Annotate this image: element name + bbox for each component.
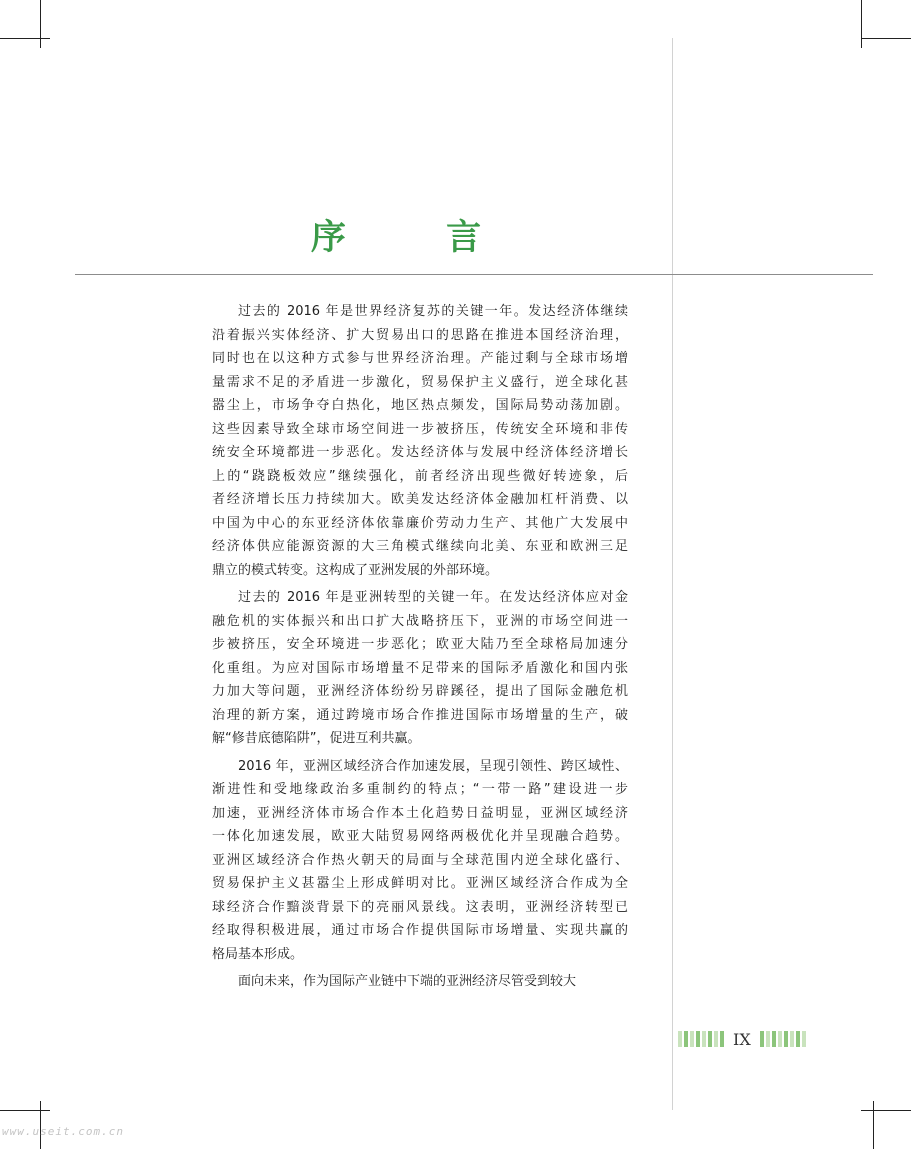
text-line: 统安全环境都进一步恶化。发达经济体与发展中经济体经济增长: [212, 445, 628, 460]
decorative-bars-left: [678, 1031, 724, 1047]
text-line: 过去的 2016 年是亚洲转型的关键一年。在发达经济体应对金: [238, 590, 628, 605]
page-footer: [678, 1031, 806, 1047]
decorative-bar: [708, 1031, 712, 1047]
decorative-bar: [766, 1031, 770, 1047]
decorative-bar: [760, 1031, 764, 1047]
text-line: 同时也在以这种方式参与世界经济治理。产能过剩与全球市场增: [212, 351, 628, 366]
paragraph: [212, 586, 628, 751]
decorative-bar: [714, 1031, 718, 1047]
decorative-bar: [696, 1031, 700, 1047]
decorative-bar: [778, 1031, 782, 1047]
text-line: 贸易保护主义甚嚣尘上形成鲜明对比。亚洲区域经济合作成为全: [212, 876, 628, 891]
paragraph: [212, 970, 628, 994]
decorative-bar: [690, 1031, 694, 1047]
text-line: 经取得积极进展，通过市场合作提供国际市场增量、实现共赢的: [212, 923, 628, 938]
text-line: 过去的 2016 年是世界经济复苏的关键一年。发达经济体继续: [238, 304, 628, 319]
watermark: www.useit.com.cn: [2, 1125, 124, 1138]
text-line: 鼎立的模式转变。这构成了亚洲发展的外部环境。: [212, 562, 499, 578]
text-line: 嚣尘上，市场争夺白热化，地区热点频发，国际局势动荡加剧。: [212, 398, 628, 413]
text-line: 亚洲区域经济合作热火朝天的局面与全球范围内逆全球化盛行、: [212, 852, 628, 868]
text-line: 一体化加速发展，欧亚大陆贸易网络两极优化并呈现融合趋势。: [212, 829, 628, 844]
text-line: 面向未来，作为国际产业链中下端的亚洲经济尽管受到较大: [238, 974, 577, 989]
text-line: 格局基本形成。: [212, 946, 304, 962]
text-line: 中国为中心的东亚经济体依靠廉价劳动力生产、其他广大发展中: [212, 515, 628, 531]
margin-divider: [672, 38, 673, 1110]
text-line: 2016 年，亚洲区域经济合作加速发展，呈现引领性、跨区域性、: [238, 758, 628, 774]
text-line: 步被挤压，安全环境进一步恶化；欧亚大陆乃至全球格局加速分: [212, 637, 628, 652]
text-line: 融危机的实体振兴和出口扩大战略挤压下，亚洲的市场空间进一: [212, 613, 628, 629]
page-number: IX: [733, 1029, 751, 1049]
text-line: 治理的新方案，通过跨境市场合作推进国际市场增量的生产，破: [212, 707, 628, 723]
decorative-bar: [802, 1031, 806, 1047]
text-line: 量需求不足的矛盾进一步激化，贸易保护主义盛行，逆全球化甚: [212, 374, 628, 390]
decorative-bar: [702, 1031, 706, 1047]
text-line: 这些因素导致全球市场空间进一步被挤压，传统安全环境和非传: [212, 421, 628, 437]
decorative-bar: [772, 1031, 776, 1047]
paragraph: [212, 300, 628, 582]
text-line: 沿着振兴实体经济、扩大贸易出口的思路在推进本国经济治理，: [212, 327, 628, 343]
decorative-bar: [684, 1031, 688, 1047]
decorative-bar: [790, 1031, 794, 1047]
page-title: 序 言: [310, 217, 526, 258]
decorative-bar: [796, 1031, 800, 1047]
body-text: [212, 300, 628, 998]
text-line: 加速，亚洲经济体市场合作本土化趋势日益明显，亚洲区域经济: [212, 805, 628, 821]
text-line: 化重组。为应对国际市场增量不足带来的国际矛盾激化和国内张: [212, 660, 628, 676]
title-rule: [75, 274, 873, 275]
decorative-bar: [720, 1031, 724, 1047]
paragraph: [212, 755, 628, 967]
text-line: 球经济合作黯淡背景下的亮丽风景线。这表明，亚洲经济转型已: [212, 899, 628, 915]
text-line: 者经济增长压力持续加大。欧美发达经济体金融加杠杆消费、以: [212, 492, 628, 507]
text-line: 解“修昔底德陷阱”，促进互利共赢。: [212, 731, 421, 746]
text-line: 经济体供应能源资源的大三角模式继续向北美、东亚和欧洲三足: [212, 539, 628, 554]
text-line: 力加大等问题，亚洲经济体纷纷另辟蹊径，提出了国际金融危机: [212, 684, 628, 699]
decorative-bar: [678, 1031, 682, 1047]
decorative-bar: [784, 1031, 788, 1047]
decorative-bars-right: [760, 1031, 806, 1047]
text-line: 渐进性和受地缘政治多重制约的特点；“一带一路”建设进一步: [212, 782, 628, 797]
text-line: 上的“跷跷板效应”继续强化，前者经济出现些微好转迹象，后: [212, 468, 628, 484]
